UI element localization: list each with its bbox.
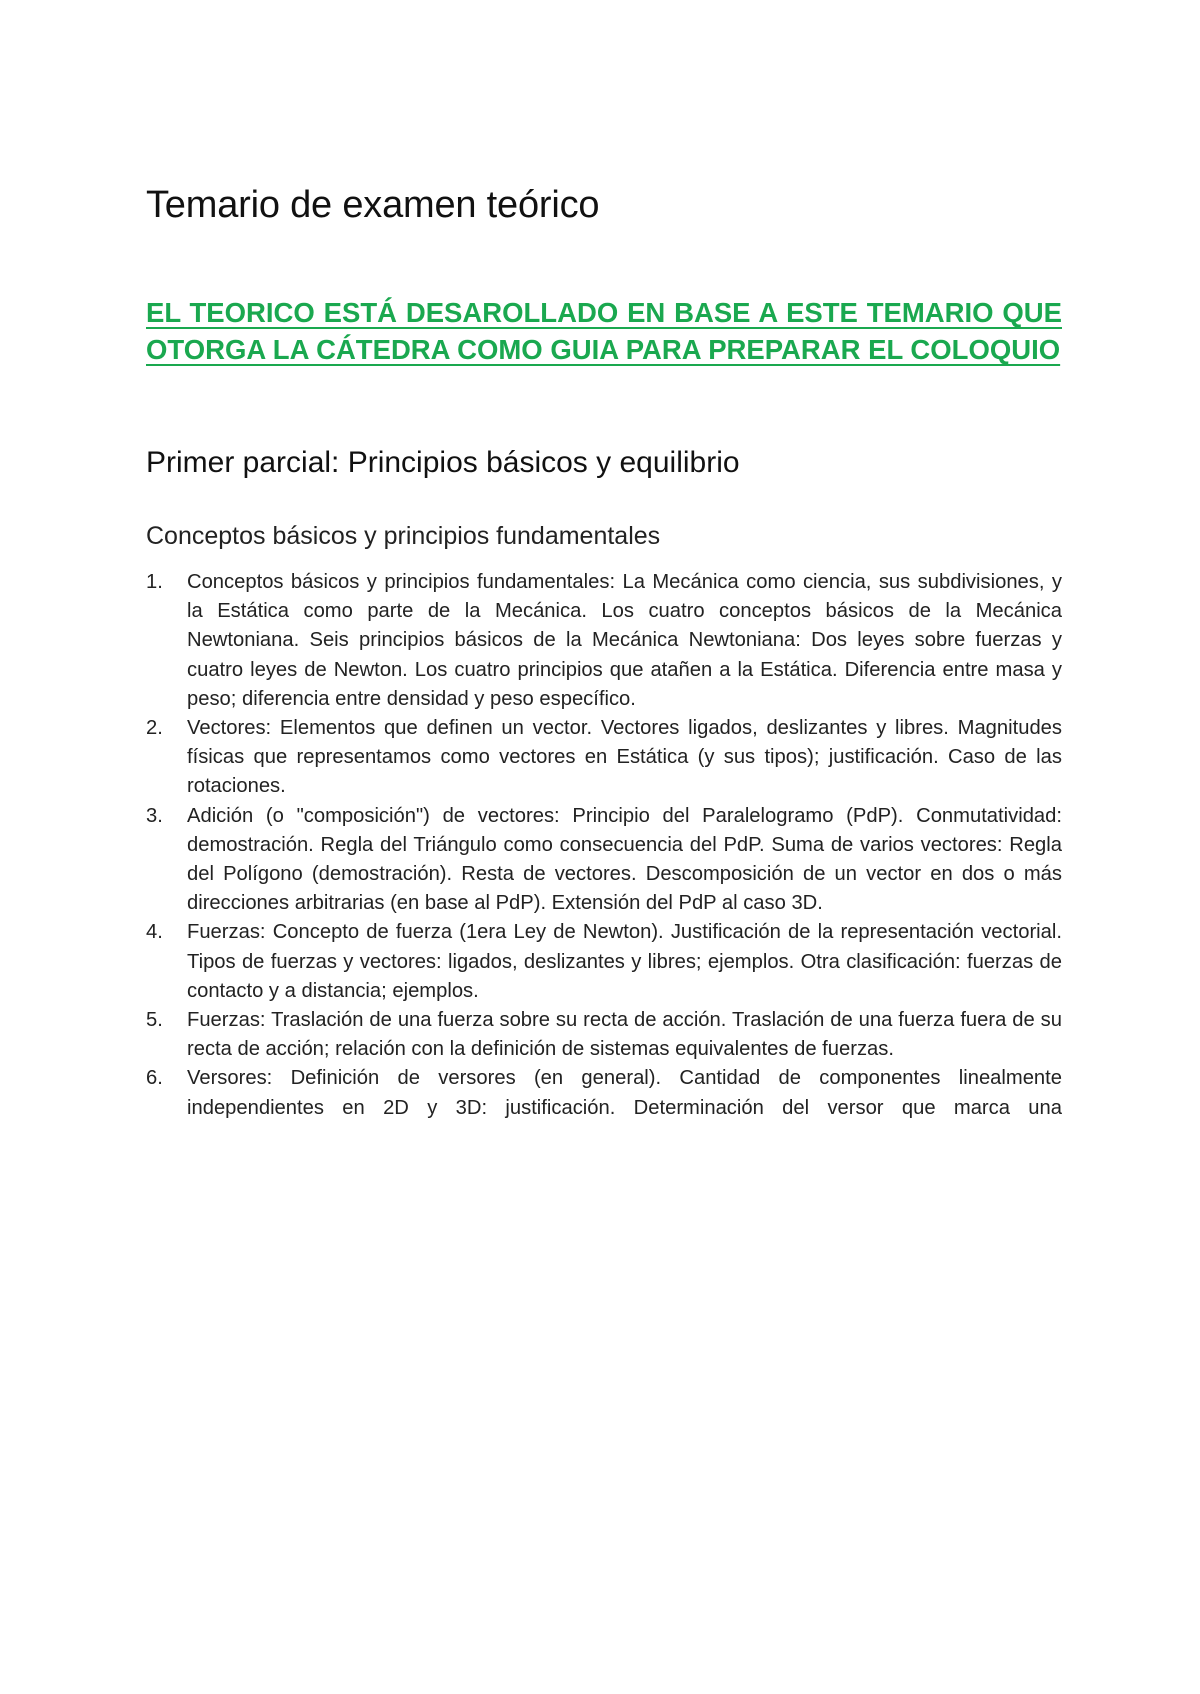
list-item-number: 3. <box>146 804 163 827</box>
list-item <box>146 918 1062 1006</box>
list-item-text: Versores: Definición de versores (en general). Cantidad de componentes linealmente independientes en 2D y 3D: justificación. Determinación del versor que marca una <box>187 1067 1062 1119</box>
list-item-number: 5. <box>146 1009 163 1032</box>
list-item <box>146 802 1062 919</box>
list-item-text: Vectores: Elementos que definen un vector. Vectores ligados, deslizantes y libres. Magnitudes físicas que representamos como vectores en Estática (y sus tipos); justificación. Caso de las rotaciones. <box>187 717 1062 798</box>
list-item-text: Adición (o "composición") de vectores: Principio del Paralelogramo (PdP). Conmutatividad: demostración. Regla del Triángulo como consecuencia del PdP. Suma de varios vectores: Regla del Polígono (demostración). Resta de vectores. Descomposición de un vector en dos o más direcciones arbitrarias (en base al PdP). Extensión del PdP al caso 3D. <box>187 804 1062 915</box>
list-item-number: 1. <box>146 571 163 593</box>
notice-banner: EL TEORICO ESTÁ DESAROLLADO EN BASE A ESTE TEMARIO QUE OTORGA LA CÁTEDRA COMO GUIA PARA PREPARAR EL COLOQUIO <box>146 297 1062 365</box>
topic-list <box>146 568 1062 1123</box>
list-item-number: 2. <box>146 717 163 740</box>
list-item <box>146 568 1062 714</box>
list-item <box>146 1064 1062 1122</box>
list-item-text: Fuerzas: Concepto de fuerza (1era Ley de Newton). Justificación de la representación vectorial. Tipos de fuerzas y vectores: ligados, deslizantes y libres; ejemplos. Otra clasificación: fuerzas de contacto y a distancia; ejemplos. <box>187 921 1062 1002</box>
list-item <box>146 714 1062 802</box>
list-item-number: 4. <box>146 921 163 944</box>
subsection-title: Conceptos básicos y principios fundamentales <box>146 522 661 550</box>
list-item-number: 6. <box>146 1067 163 1090</box>
list-item <box>146 1006 1062 1064</box>
list-item-text: Conceptos básicos y principios fundamentales: La Mecánica como ciencia, sus subdivisiones, y la Estática como parte de la Mecánica. Los cuatro conceptos básicos de la Mecánica Newtoniana. Seis principios básicos de la Mecánica Newtoniana: Dos leyes sobre fuerzas y cuatro leyes de Newton. Los cuatro principios que atañen a la Estática. Diferencia entre masa y peso; diferencia entre densidad y peso específico. <box>187 571 1062 710</box>
list-item-text: Fuerzas: Traslación de una fuerza sobre su recta de acción. Traslación de una fuerza fuera de su recta de acción; relación con la definición de sistemas equivalentes de fuerzas. <box>187 1009 1062 1061</box>
section-title: Primer parcial: Principios básicos y equilibrio <box>146 446 740 479</box>
document-title: Temario de examen teórico <box>146 184 600 226</box>
